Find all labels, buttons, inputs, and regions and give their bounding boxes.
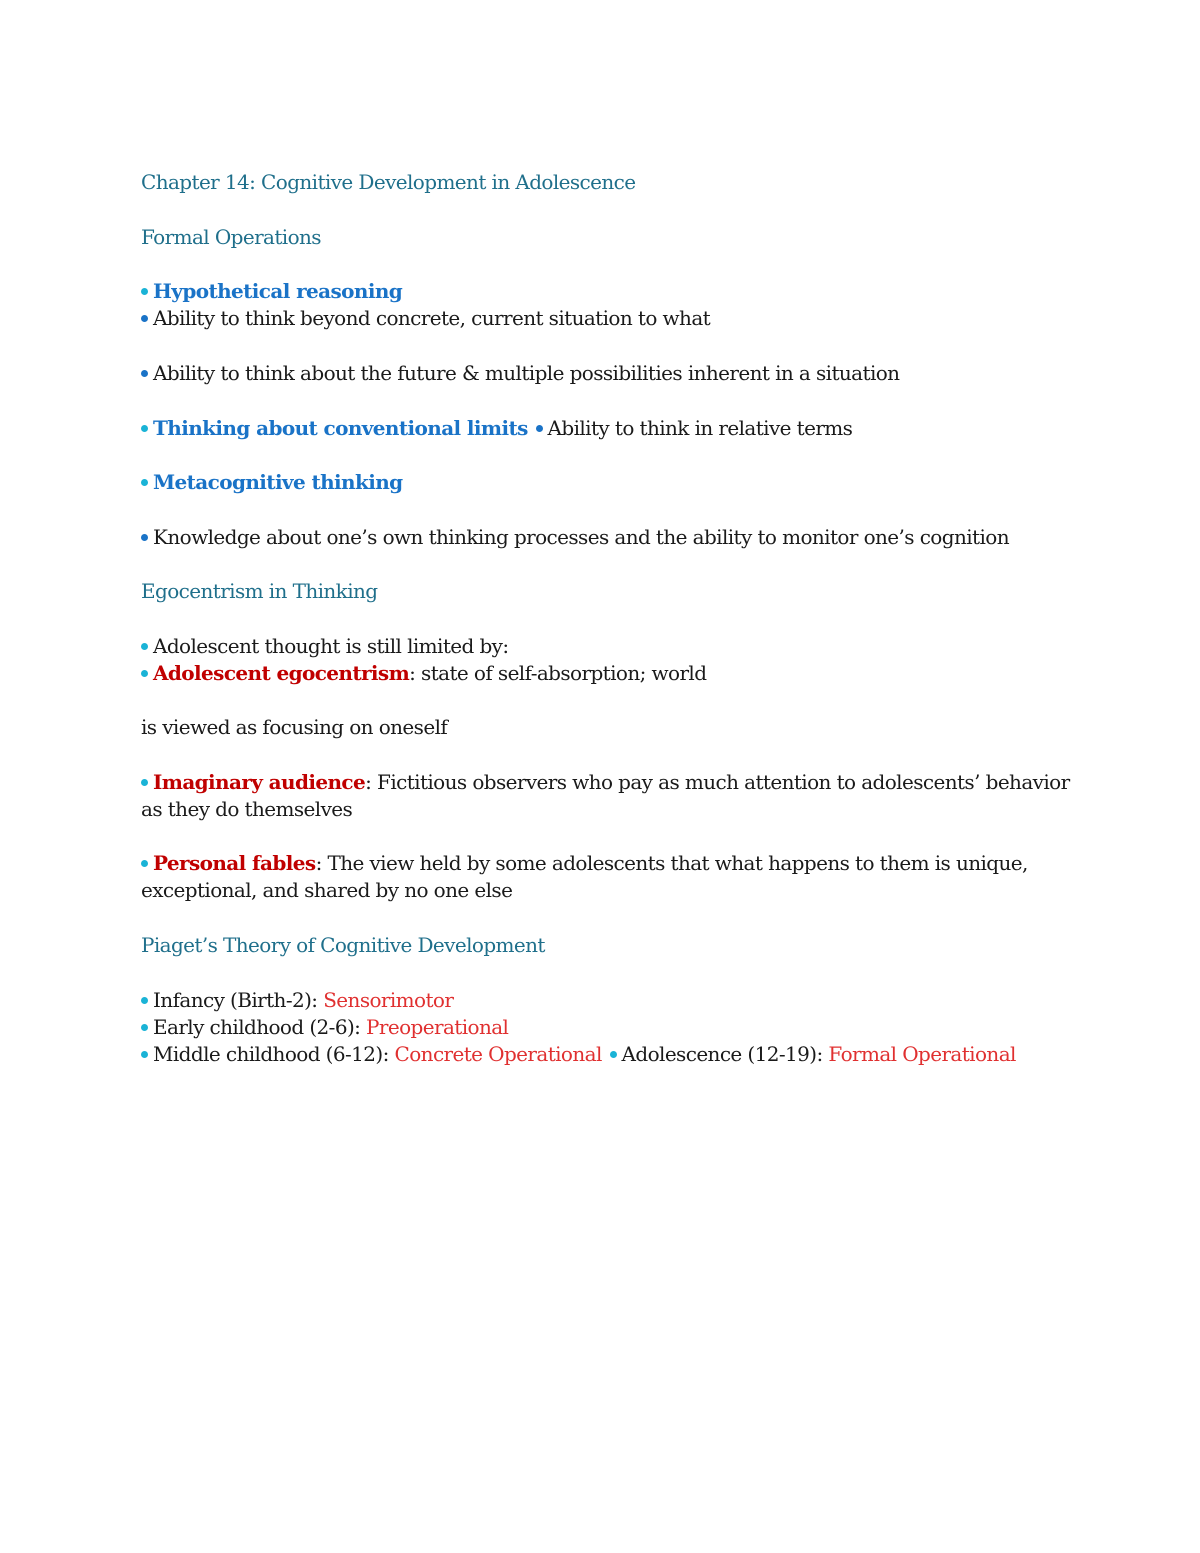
list-item-text: : Fictitious observers who pay as much attention to adolescents’ behavior xyxy=(365,770,1070,794)
list-item xyxy=(141,524,1009,551)
stage-name: Sensorimotor xyxy=(323,988,454,1012)
bullet-icon xyxy=(141,315,148,322)
bullet-icon xyxy=(141,370,148,377)
bullet-icon xyxy=(141,534,148,541)
stage-age-label: Adolescence (12-19): xyxy=(621,1042,829,1066)
bullet-icon xyxy=(141,425,148,432)
bullet-icon xyxy=(141,288,148,295)
list-item-text: Knowledge about one’s own thinking processes and the ability to monitor one’s cognition xyxy=(153,525,1009,549)
stage-name: Formal Operational xyxy=(828,1042,1016,1066)
list-item xyxy=(141,305,710,332)
stage-name: Preoperational xyxy=(366,1015,509,1039)
bullet-icon xyxy=(141,997,148,1004)
list-item xyxy=(141,278,402,305)
list-item-text: Ability to think about the future & multiple possibilities inherent in a situation xyxy=(153,361,900,385)
section-heading-formal-operations: Formal Operations xyxy=(141,225,321,249)
bullet-icon xyxy=(141,1051,148,1058)
term-adolescent-egocentrism: Adolescent egocentrism xyxy=(153,661,410,685)
list-item xyxy=(141,633,509,660)
list-item xyxy=(141,1014,508,1041)
list-item xyxy=(141,660,706,687)
list-item xyxy=(141,769,1070,796)
stage-age-label: Early childhood (2-6): xyxy=(153,1015,367,1039)
term-hypothetical-reasoning: Hypothetical reasoning xyxy=(153,279,403,303)
bullet-icon xyxy=(141,779,148,786)
list-item-text: Ability to think in relative terms xyxy=(547,416,853,440)
list-item xyxy=(141,360,899,387)
paragraph-continuation: exceptional, and shared by no one else xyxy=(141,878,513,902)
list-item-text: Adolescent thought is still limited by: xyxy=(153,634,509,658)
list-item xyxy=(141,415,852,442)
bullet-icon xyxy=(141,670,148,677)
paragraph-continuation: is viewed as focusing on oneself xyxy=(141,715,448,739)
stage-age-label: Infancy (Birth-2): xyxy=(153,988,324,1012)
list-item xyxy=(141,987,453,1014)
stage-age-label: Middle childhood (6-12): xyxy=(153,1042,395,1066)
stage-name: Concrete Operational xyxy=(394,1042,602,1066)
list-item xyxy=(141,469,403,496)
page-title: Chapter 14: Cognitive Development in Adolescence xyxy=(141,170,636,194)
list-item-text: : The view held by some adolescents that what happens to them is unique, xyxy=(315,851,1028,875)
list-item-text: Ability to think beyond concrete, current situation to what xyxy=(153,306,711,330)
term-metacognitive-thinking: Metacognitive thinking xyxy=(153,470,403,494)
term-imaginary-audience: Imaginary audience xyxy=(153,770,366,794)
bullet-icon xyxy=(610,1051,617,1058)
list-item xyxy=(141,1041,1016,1068)
bullet-icon xyxy=(141,479,148,486)
term-conventional-limits: Thinking about conventional limits xyxy=(153,416,528,440)
section-heading-egocentrism: Egocentrism in Thinking xyxy=(141,579,378,603)
bullet-icon xyxy=(141,1024,148,1031)
list-item xyxy=(141,850,1028,877)
term-personal-fables: Personal fables xyxy=(153,851,316,875)
bullet-icon xyxy=(141,860,148,867)
section-heading-piaget: Piaget’s Theory of Cognitive Development xyxy=(141,933,545,957)
paragraph-continuation: as they do themselves xyxy=(141,797,353,821)
bullet-icon xyxy=(536,425,543,432)
bullet-icon xyxy=(141,643,148,650)
list-item-text: : state of self-absorption; world xyxy=(409,661,707,685)
